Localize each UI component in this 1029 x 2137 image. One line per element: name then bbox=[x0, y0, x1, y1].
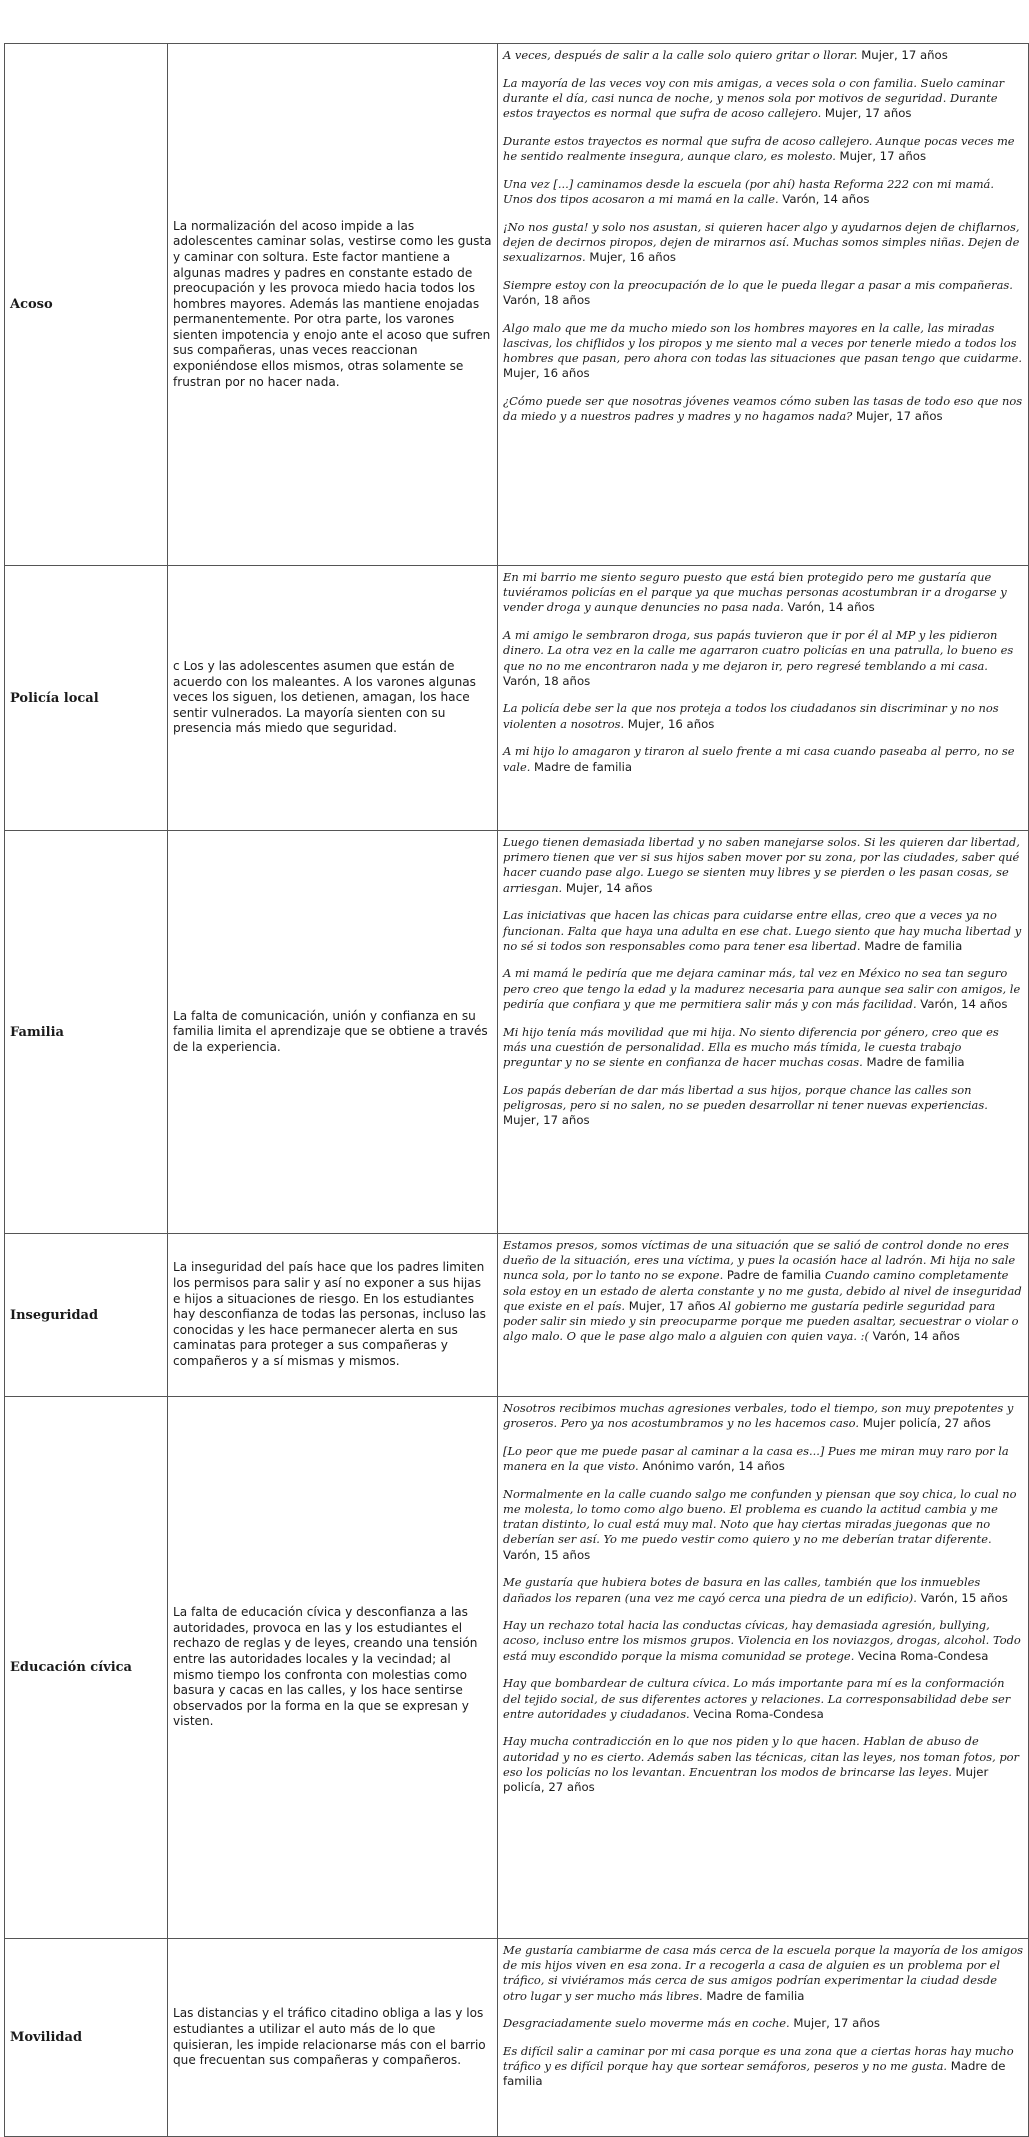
quote bbox=[503, 1943, 1023, 2004]
quotes-cell bbox=[498, 44, 1029, 566]
quote bbox=[503, 966, 1023, 1012]
quote bbox=[503, 394, 1023, 424]
quote bbox=[503, 220, 1023, 266]
quote-speaker: Mujer, 17 años bbox=[821, 106, 912, 121]
quote-text: ¡No nos gusta! y solo nos asustan, si quieren hacer algo y ayudarnos dejen de chiflarnos, dejen de decirnos piropos, dejen de mirarnos así. Muchas somos simples niñas. Dejen de sexualizarnos. bbox=[503, 219, 1020, 265]
description-cell: Las distancias y el tráfico citadino obliga a las y los estudiantes a utilizar el auto más de lo que quisieran, les impide relacionarse más con el barrio que frecuentan sus compañeras y compañeros. bbox=[168, 1939, 498, 2137]
quote-speaker: Mujer policía, 27 años bbox=[503, 1764, 989, 1795]
quote-speaker: Varón, 18 años bbox=[503, 292, 591, 307]
quote-speaker: Mujer, 17 años bbox=[503, 1113, 590, 1128]
description-cell: La falta de educación cívica y desconfianza a las autoridades, provoca en las y los estudiantes el rechazo de reglas y de leyes, creando una tensión entre las autoridades locales y la vecindad; al mismo tiempo los confronta con molestias como basura y cacas en las calles, y los hace sentirse observados por la forma en la que se expresan y visten. bbox=[168, 1397, 498, 1939]
quote-text: Algo malo que me da mucho miedo son los hombres mayores en la calle, las miradas lascivas, los chiflidos y los piropos y me siento mal a veces por tenerle miedo a todos los hombres que pasan, pero ahora con todas las situaciones que pasan tengo que cuidarme. bbox=[503, 320, 1022, 366]
quote-text: Las iniciativas que hacen las chicas para cuidarse entre ellas, creo que a veces ya no funcionan. Falta que haya una adulta en ese chat. Luego siento que hay mucha libertad y no sé si todos son responsables como para tener esa libertad. bbox=[503, 908, 1022, 953]
quote-text: Estamos presos, somos víctimas de una situación que se salió de control donde no eres dueño de la situación, eres una víctima, y pues la ocasión hace al ladrón. Mi hija no sale nunca sola, por lo tanto no se expone. bbox=[503, 1238, 1016, 1283]
quote-speaker: Varón, 18 años bbox=[503, 673, 591, 688]
quote-speaker: Anónimo varón, 14 años bbox=[638, 1459, 785, 1474]
quote bbox=[503, 908, 1023, 954]
quote bbox=[503, 2016, 1023, 2031]
quote bbox=[503, 1487, 1023, 1563]
quote-speaker: Mujer, 17 años bbox=[839, 149, 927, 164]
description-cell: c Los y las adolescentes asumen que están de acuerdo con los maleantes. A los varones algunas veces los siguen, los detienen, amagan, los hace sentir vulnerados. La mayoría sienten con su presencia más miedo que seguridad. bbox=[168, 566, 498, 831]
quote-text: Mi hijo tenía más movilidad que mi hija. No siento diferencia por género, creo que es más una cuestión de personalidad. Ella es mucho más tímida, le cuesta trabajo preguntar y no se siente en confianza de hacer muchas cosas. bbox=[503, 1024, 999, 1069]
quote-text: Luego tienen demasiada libertad y no saben manejarse solos. Si les quieren dar libertad, primero tienen que ver si sus hijos saben mover por su zona, por las ciudades, saber qué hacer cuando pase algo. Luego se sienten muy libres y se pierden o les pasan cosas, se arriesgan. bbox=[503, 835, 1020, 895]
quote bbox=[503, 1575, 1023, 1605]
quote-text: Hay que bombardear de cultura cívica. Lo más importante para mí es la conformación del tejido social, de sus diferentes actores y relaciones. La corresponsabilidad debe ser entre autoridades y ciudadanos. bbox=[503, 1676, 1011, 1721]
findings-table bbox=[4, 43, 1029, 2137]
quote bbox=[503, 2044, 1023, 2090]
category-cell: Policía local bbox=[5, 566, 168, 831]
quote-text: Al gobierno me gustaría pedirle seguridad para poder salir sin miedo y sin preocuparme porque me pueden asaltar, secuestrar o violar o algo malo. O que le pase algo malo a alguien con quien vaya. :( bbox=[503, 1298, 1019, 1344]
quote-text: Me gustaría cambiarme de casa más cerca de la escuela porque la mayoría de los amigos de mis hijos viven en esa zona. Ir a recogerla a casa de alguien es un problema por el tráfico, si viviéramos más cerca de sus amigos podrían experimentar la ciudad desde otro lugar y ser mucho más libres. bbox=[503, 1943, 1023, 2003]
quote-text: En mi barrio me siento seguro puesto que está bien protegido pero me gustaría que tuviéramos policías en el parque ya que muchas personas acostumbran ir a drogarse y vender droga y aunque denuncies no pasa nada. bbox=[503, 570, 1007, 615]
quote-text: [Lo peor que me puede pasar al caminar a la casa es...] Pues me miran muy raro por la manera en la que visto. bbox=[503, 1443, 1009, 1474]
category-cell: Movilidad bbox=[5, 1939, 168, 2137]
table-row bbox=[5, 566, 1029, 831]
quote-text: Es difícil salir a caminar por mi casa porque es una zona que a ciertas horas hay mucho tráfico y es difícil porque hay que sortear semáforos, peseros y no me gusta. bbox=[503, 2044, 1014, 2074]
category-cell: Familia bbox=[5, 831, 168, 1234]
table-row bbox=[5, 1397, 1029, 1939]
quote-speaker: Varón, 14 años bbox=[868, 1329, 960, 1344]
quote-speaker: Mujer, 14 años bbox=[562, 880, 653, 895]
quote-speaker: Vecina Roma-Condesa bbox=[854, 1648, 989, 1663]
quote-speaker: Varón, 14 años bbox=[916, 996, 1008, 1011]
quote bbox=[503, 1401, 1023, 1431]
quote-speaker: Mujer, 16 años bbox=[585, 250, 676, 265]
quote-speaker: Madre de familia bbox=[503, 2059, 1006, 2089]
quote bbox=[503, 1025, 1023, 1071]
quote-text: A mi hijo lo amagaron y tiraron al suelo frente a mi casa cuando paseaba al perro, no se vale. bbox=[503, 744, 1015, 774]
quotes-cell bbox=[498, 1234, 1029, 1397]
quote-text: Hay un rechazo total hacia las conductas cívicas, hay demasiada agresión, bullying, acoso, incluso entre los mismos grupos. Violencia en los noviazgos, drogas, alcohol. Todo está muy escondido porque la misma comunidad se protege. bbox=[503, 1618, 1021, 1663]
quote-speaker: Mujer, 17 años bbox=[852, 409, 943, 424]
quote-speaker: Madre de familia bbox=[860, 938, 963, 953]
quotes-cell bbox=[498, 566, 1029, 831]
table-row bbox=[5, 831, 1029, 1234]
table-row bbox=[5, 1939, 1029, 2137]
quote-speaker: Padre de familia bbox=[726, 1268, 826, 1283]
quotes-cell bbox=[498, 1939, 1029, 2137]
category-cell: Educación cívica bbox=[5, 1397, 168, 1939]
quote-speaker: Mujer, 17 años bbox=[789, 2016, 880, 2031]
quote-text: Siempre estoy con la preocupación de lo que le pueda llegar a pasar a mis compañeras. bbox=[503, 277, 1013, 292]
quote-text: ¿Cómo puede ser que nosotras jóvenes veamos cómo suben las tasas de todo eso que nos da miedo y a nuestros padres y madres y no hagamos nada? bbox=[503, 393, 1023, 424]
quote bbox=[503, 321, 1023, 382]
quote bbox=[503, 278, 1023, 308]
quote-text: Durante estos trayectos es normal que sufra de acoso callejero. Aunque pocas veces me he sentido realmente insegura, aunque claro, es molesto. bbox=[503, 133, 1015, 164]
quote-speaker: Mujer, 16 años bbox=[624, 716, 715, 731]
quotes-cell bbox=[498, 831, 1029, 1234]
quote-speaker: Madre de familia bbox=[530, 759, 633, 774]
quote-text: La mayoría de las veces voy con mis amigas, a veces sola o con familia. Suelo caminar durante el día, casi nunca de noche, y menos sola por motivos de seguridad. Durante estos trayectos es normal que sufra de acoso callejero. bbox=[503, 75, 1005, 121]
table-row bbox=[5, 1234, 1029, 1397]
quote bbox=[503, 835, 1023, 896]
quote bbox=[503, 628, 1023, 689]
quote-text: Me gustaría que hubiera botes de basura en las calles, también que los inmuebles dañados los reparen (una vez me cayó cerca una piedra de un edificio). bbox=[503, 1575, 981, 1605]
quote bbox=[503, 1238, 1023, 1344]
quote bbox=[503, 177, 1023, 207]
quote-speaker: Varón, 15 años bbox=[503, 1547, 591, 1562]
quote-text: Nosotros recibimos muchas agresiones verbales, todo el tiempo, son muy prepotentes y groseros. Pero ya nos acostumbramos y no les hacemos caso. bbox=[503, 1401, 1014, 1431]
quote-text: Los papás deberían de dar más libertad a sus hijos, porque chance las calles son peligrosas, pero si no salen, no se pueden desarrollar ni tener nuevas experiencias. bbox=[503, 1082, 988, 1112]
quote-speaker: Madre de familia bbox=[702, 1988, 805, 2003]
table-row bbox=[5, 44, 1029, 566]
category-cell: Acoso bbox=[5, 44, 168, 566]
description-cell: La normalización del acoso impide a las adolescentes caminar solas, vestirse como les gusta y caminar con soltura. Este factor mantiene a algunas madres y padres en constante estado de preocupación y les provoca miedo hacia todos los hombres mayores. Además las mantiene enojadas permanentemente. Por otra parte, los varones sienten impotencia y enojo ante el acoso que sufren sus compañeras, unas veces reaccionan exponiéndose ellos mismos, otras solamente se frustran por no hacer nada. bbox=[168, 44, 498, 566]
quote bbox=[503, 570, 1023, 616]
quote-speaker: Mujer, 17 años bbox=[624, 1298, 719, 1313]
quote-text: Cuando camino completamente sola estoy en un estado de alerta constante y no me gusta, debido al nivel de inseguridad que existe en el país. bbox=[503, 1268, 1022, 1313]
quote-text: Normalmente en la calle cuando salgo me confunden y piensan que soy chica, lo cual no me molesta, lo tomo como algo bueno. El problema es cuando la actitud cambia y me tratan distinto, lo cual está muy mal. Noto que hay ciertas miradas juegonas que no deberían ser así. Yo me puedo vestir como quiero y no me deberían tratar diferente. bbox=[503, 1486, 1017, 1547]
quote bbox=[503, 744, 1023, 774]
quote bbox=[503, 1083, 1023, 1129]
quote-text: Hay mucha contradicción en lo que nos piden y lo que hacen. Hablan de abuso de autoridad y no es cierto. Además saben las técnicas, citan las leyes, nos toman fotos, por eso los policías no los levantan. Encuentran los modos de brincarse las leyes. bbox=[503, 1734, 1020, 1779]
quote bbox=[503, 48, 1023, 63]
quote-speaker: Madre de familia bbox=[862, 1054, 965, 1069]
quote-text: A veces, después de salir a la calle solo quiero gritar o llorar. bbox=[503, 48, 858, 62]
quote bbox=[503, 1618, 1023, 1664]
quote-text: A mi amigo le sembraron droga, sus papás tuvieron que ir por él al MP y les pidieron dinero. La otra vez en la calle me agarraron cuatro policías en una patrulla, lo bueno es que no no me encontraron nada y me dejaron ir, pero regresé temblando a mi casa. bbox=[503, 628, 1014, 673]
quote bbox=[503, 701, 1023, 731]
quote-speaker: Varón, 15 años bbox=[916, 1590, 1008, 1605]
quote-text: Una vez [...] caminamos desde la escuela (por ahí) hasta Reforma 222 con mi mamá. Unos dos tipos acosaron a mi mamá en la calle. bbox=[503, 176, 995, 206]
quote-speaker: Varón, 14 años bbox=[782, 191, 870, 206]
quote bbox=[503, 1734, 1023, 1795]
quote-speaker: Mujer, 16 años bbox=[503, 366, 590, 381]
quotes-cell bbox=[498, 1397, 1029, 1939]
quote bbox=[503, 134, 1023, 164]
description-cell: La falta de comunicación, unión y confianza en su familia limita el aprendizaje que se obtiene a través de la experiencia. bbox=[168, 831, 498, 1234]
quote-text: La policía debe ser la que nos proteja a todos los ciudadanos sin discriminar y no nos violenten a nosotros. bbox=[503, 701, 999, 731]
quote bbox=[503, 1676, 1023, 1722]
description-cell: La inseguridad del país hace que los padres limiten los permisos para salir y así no exponer a sus hijas e hijos a situaciones de riesgo. En los estudiantes hay desconfianza de todas las personas, incluso las conocidas y les hace permanecer alerta en sus caminatas para proteger a sus compañeras y compañeros y a sí mismas y mismos. bbox=[168, 1234, 498, 1397]
quote-speaker: Mujer policía, 27 años bbox=[858, 1416, 991, 1431]
quote-text: Desgraciadamente suelo moverme más en coche. bbox=[503, 2016, 790, 2031]
category-cell: Inseguridad bbox=[5, 1234, 168, 1397]
quote bbox=[503, 76, 1023, 122]
quote-speaker: Mujer, 17 años bbox=[861, 48, 948, 62]
quote-speaker: Vecina Roma-Condesa bbox=[689, 1706, 824, 1721]
quote-text: A mi mamá le pediría que me dejara caminar más, tal vez en México no sea tan seguro pero creo que tengo la edad y la madurez necesaria para aunque sea salir con amigos, le pediría que confiara y que me permitiera salir más y con más facilidad. bbox=[503, 966, 1021, 1011]
quote bbox=[503, 1444, 1023, 1474]
quote-speaker: Varón, 14 años bbox=[783, 600, 875, 615]
